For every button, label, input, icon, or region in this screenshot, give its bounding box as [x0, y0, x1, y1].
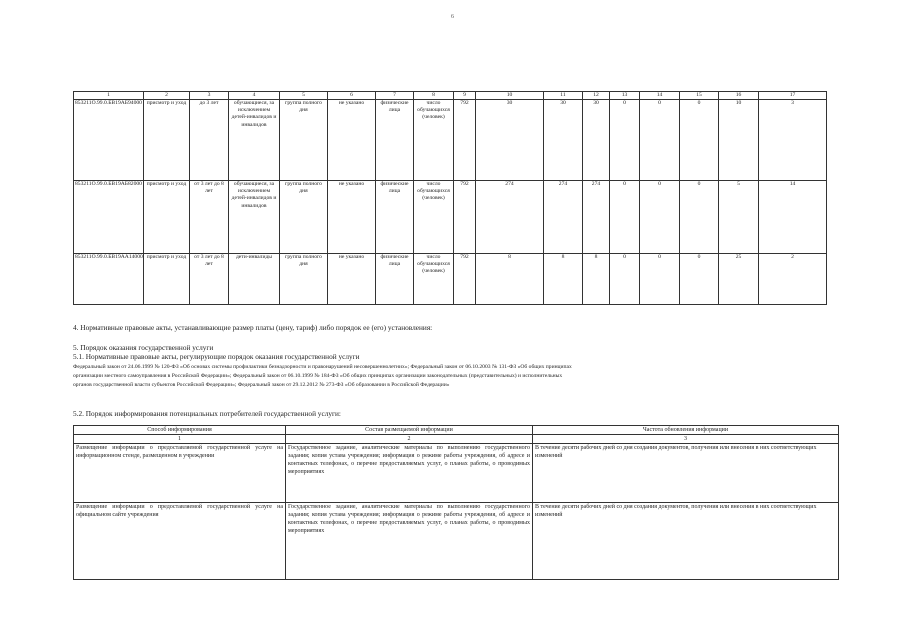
table-cell: 10: [719, 100, 759, 181]
table-cell: не указано: [328, 181, 376, 254]
info-content-cell: Государственное задание, аналитические материалы по выполнению государственного задания; копия устава учреждения; информация о режиме работы учреждения, об адресе и контактных телефонах, о перечне предоставляемых услуг, о планах работы, о проводимых мероприятиях: [286, 503, 533, 580]
table-cell: число обучающихся (человек): [414, 181, 454, 254]
table-cell: обучающиеся, за исключением детей-инвалидов и инвалидов: [229, 100, 280, 181]
table-cell: 792: [454, 181, 476, 254]
table-row: [74, 181, 827, 254]
table-cell: 792: [454, 100, 476, 181]
table-cell: физические лица: [376, 181, 414, 254]
table-cell: 853211О.99.0.БВ19АБ82000: [74, 181, 144, 254]
info-header-content: Состав размещаемой информации: [286, 426, 533, 435]
table-cell: присмотр и уход: [144, 254, 190, 305]
table-cell: 0: [680, 254, 719, 305]
table-cell: 0: [640, 181, 680, 254]
table-row: [74, 100, 827, 181]
table-cell: 30: [583, 100, 610, 181]
info-method-cell: Размещение информации о предоставляемой государственной услуге на официальном сайте учреждения: [74, 503, 286, 580]
table-cell: до 3 лет: [190, 100, 229, 181]
volume-indicators-table: [73, 91, 827, 305]
column-number-cell: 14: [640, 92, 680, 100]
table-cell: число обучающихся (человек): [414, 254, 454, 305]
page-number: 6: [451, 14, 454, 20]
section-5-1-title: 5.1. Нормативные правовые акты, регулирующие порядок оказания государственной услуги: [73, 352, 360, 361]
table-cell: группа полного дня: [280, 254, 328, 305]
info-frequency-cell: В течение десяти рабочих дней со дня создания документов, получения или внесения в них соответствующих изменений: [533, 503, 839, 580]
section-5-1-acts-line-1: Федеральный закон от 24.06.1999 № 120-ФЗ «Об основах системы профилактики безнадзорности и правонарушений несовершеннолетних»; Федеральный закон от 06.10.2003 № 131-ФЗ «Об общих принципах: [73, 364, 572, 370]
table-cell: присмотр и уход: [144, 181, 190, 254]
column-number-cell: 15: [680, 92, 719, 100]
column-number-cell: 6: [328, 92, 376, 100]
info-header-number: 3: [533, 435, 839, 444]
column-number-cell: 2: [144, 92, 190, 100]
info-header-method: Способ информирования: [74, 426, 286, 435]
info-content-cell: Государственное задание, аналитические материалы по выполнению государственного задания; копия устава учреждения; информация о режиме работы учреждения, об адресе и контактных телефонах, о перечне предоставляемых услуг, о планах работы, о проводимых мероприятиях: [286, 444, 533, 503]
table-cell: 25: [719, 254, 759, 305]
column-number-cell: 1: [74, 92, 144, 100]
table-cell: 0: [610, 100, 640, 181]
table-cell: 0: [680, 181, 719, 254]
table-row: [74, 254, 827, 305]
info-frequency-cell: В течение десяти рабочих дней со дня создания документов, получения или внесения в них соответствующих изменений: [533, 444, 839, 503]
info-header-frequency: Частота обновления информации: [533, 426, 839, 435]
information-procedure-table: [73, 425, 839, 580]
table-cell: не указано: [328, 254, 376, 305]
table-row: [74, 444, 839, 503]
column-number-cell: 5: [280, 92, 328, 100]
table-cell: физические лица: [376, 254, 414, 305]
section-5-2-title: 5.2. Порядок информирования потенциальных потребителей государственной услуги:: [73, 409, 341, 418]
column-number-cell: 8: [414, 92, 454, 100]
section-5-title: 5. Порядок оказания государственной услуги: [73, 343, 214, 352]
column-number-cell: 10: [476, 92, 544, 100]
column-number-cell: 9: [454, 92, 476, 100]
section-5-1-acts-line-3: органов государственной власти субъектов Российской Федерации»; Федеральный закон от 29.12.2012 № 273-ФЗ «Об образовании в Российской Федерации»: [73, 382, 450, 388]
table-cell: физические лица: [376, 100, 414, 181]
table-cell: от 3 лет до 8 лет: [190, 254, 229, 305]
table-cell: 0: [640, 100, 680, 181]
table-cell: 0: [640, 254, 680, 305]
table-cell: 0: [610, 254, 640, 305]
column-number-cell: 17: [759, 92, 827, 100]
table-cell: от 3 лет до 8 лет: [190, 181, 229, 254]
table-cell: 8: [544, 254, 583, 305]
table-cell: 853211О.99.0.БВ19АБ94000: [74, 100, 144, 181]
table-cell: 8: [476, 254, 544, 305]
table-cell: обучающиеся, за исключением детей-инвалидов и инвалидов: [229, 181, 280, 254]
table-cell: присмотр и уход: [144, 100, 190, 181]
column-number-cell: 3: [190, 92, 229, 100]
table-cell: группа полного дня: [280, 181, 328, 254]
table-cell: 5: [719, 181, 759, 254]
section-5-1-acts-line-2: организации местного самоуправления в Российской Федерации»; Федеральный закон от 06.10.1999 № 184-ФЗ «Об общих принципах организации законодательных (представительных) и исполнительных: [73, 373, 563, 379]
table-cell: число обучающихся (человек): [414, 100, 454, 181]
info-method-cell: Размещение информации о предоставляемой государственной услуге на информационном стенде, размещенном в учреждении: [74, 444, 286, 503]
table-cell: 274: [476, 181, 544, 254]
table-cell: не указано: [328, 100, 376, 181]
column-number-cell: 13: [610, 92, 640, 100]
table-cell: 0: [680, 100, 719, 181]
table-cell: 30: [544, 100, 583, 181]
column-number-cell: 11: [544, 92, 583, 100]
table-cell: группа полного дня: [280, 100, 328, 181]
table-row: [74, 503, 839, 580]
info-header-number: 2: [286, 435, 533, 444]
info-header-number: 1: [74, 435, 286, 444]
table-cell: 30: [476, 100, 544, 181]
table-cell: 792: [454, 254, 476, 305]
table-cell: 2: [759, 254, 827, 305]
table-cell: 3: [759, 100, 827, 181]
table-cell: дети-инвалиды: [229, 254, 280, 305]
table-cell: 274: [544, 181, 583, 254]
section-4-title: 4. Нормативные правовые акты, устанавливающие размер платы (цену, тариф) либо порядок ее (его) установления:: [73, 323, 433, 332]
column-number-cell: 12: [583, 92, 610, 100]
table-cell: 14: [759, 181, 827, 254]
column-number-cell: 16: [719, 92, 759, 100]
table-cell: 0: [610, 181, 640, 254]
table-cell: 853211О.99.0.БВ19АА14000: [74, 254, 144, 305]
table-cell: 274: [583, 181, 610, 254]
column-number-cell: 4: [229, 92, 280, 100]
column-number-cell: 7: [376, 92, 414, 100]
table-cell: 8: [583, 254, 610, 305]
